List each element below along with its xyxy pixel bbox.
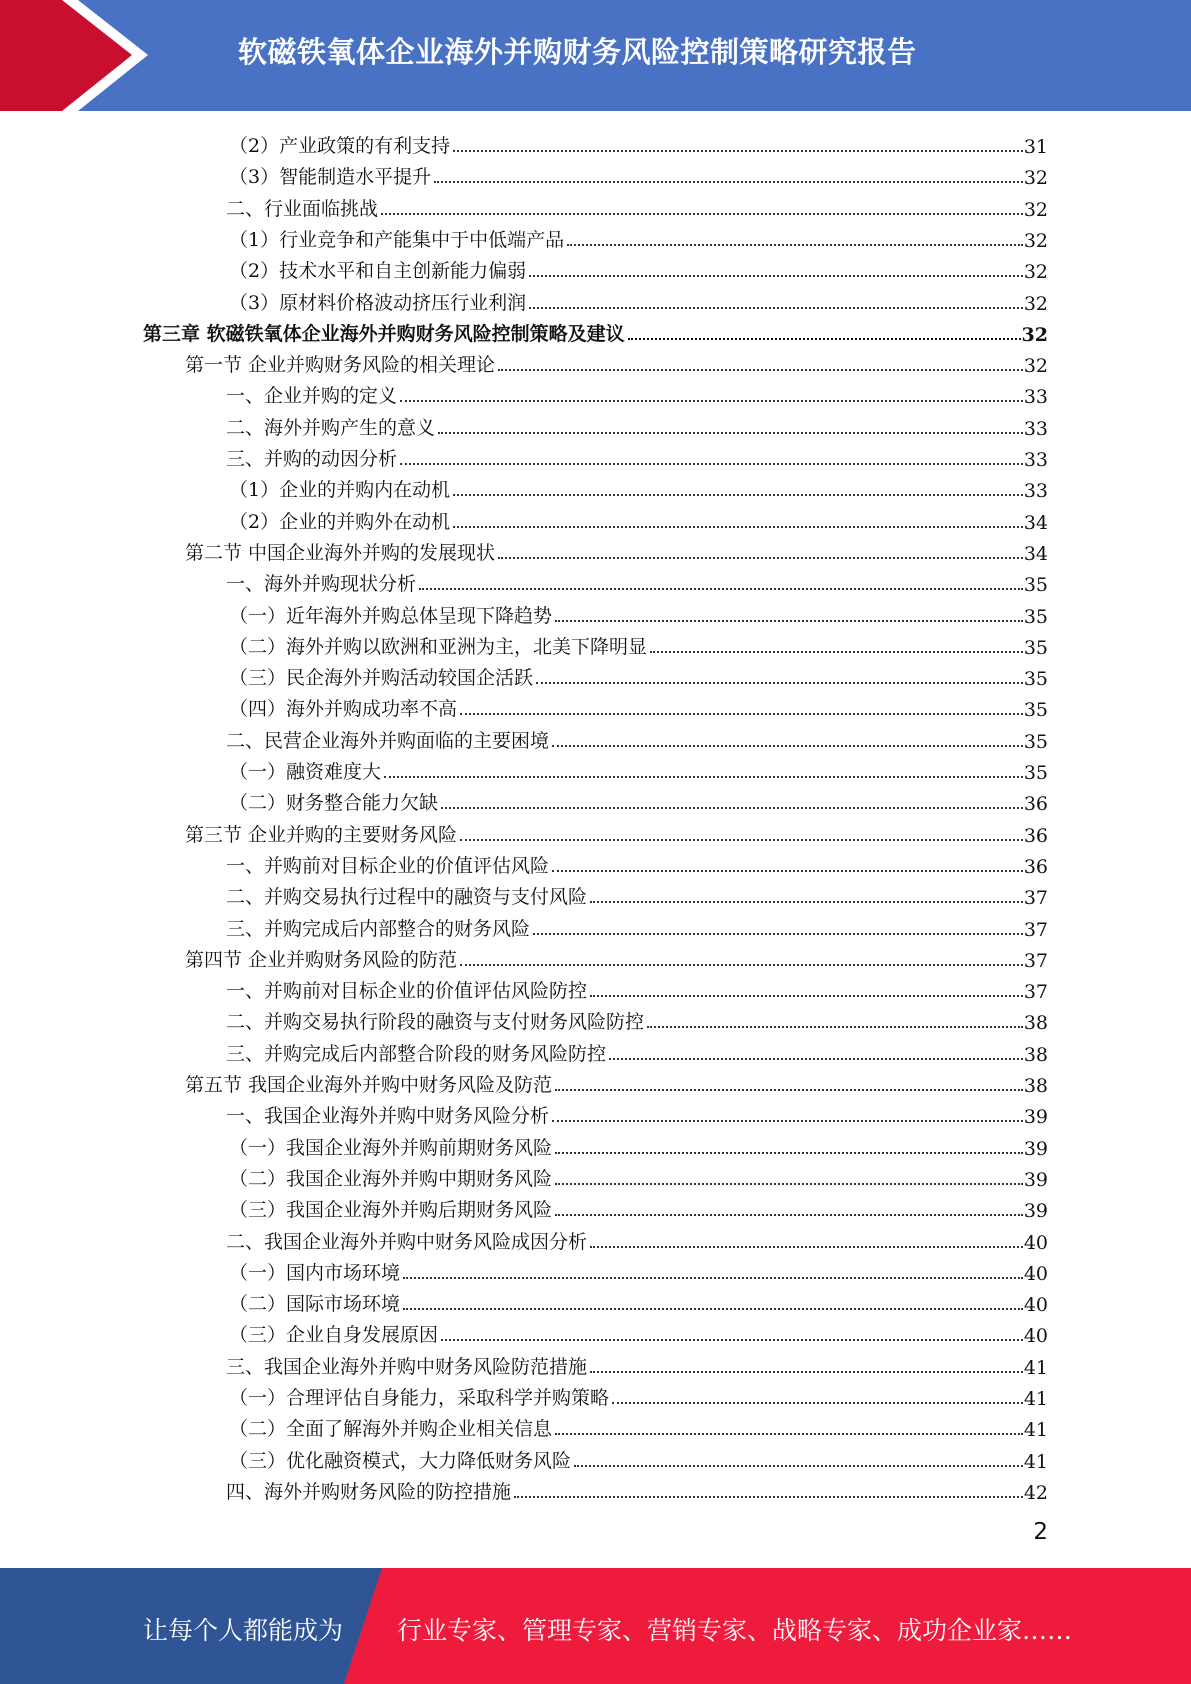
toc-dot-leader [590,995,1023,997]
header-title: 软磁铁氧体企业海外并购财务风险控制策略研究报告 [238,35,917,69]
toc-entry-title: （二）全面了解海外并购企业相关信息 [229,1418,553,1440]
toc-row[interactable] [229,284,1048,315]
toc-page-number: 35 [1023,731,1048,753]
toc-page-number: 36 [1023,793,1048,815]
toc-row[interactable] [229,628,1048,659]
toc-dot-leader [453,150,1023,152]
toc-page-number: 32 [1023,167,1048,189]
toc-chapter-row[interactable] [143,315,1048,346]
toc-row[interactable] [229,1410,1048,1441]
toc-entry-title: 二、我国企业海外并购中财务风险成因分析 [226,1231,588,1253]
toc-dot-leader [590,901,1023,903]
toc-entry-title: （3）智能制造水平提升 [229,166,432,188]
toc-entry-title: 三、我国企业海外并购中财务风险防范措施 [226,1356,588,1378]
toc-entry-title: （三）民企海外并购活动较国企活跃 [229,667,534,689]
toc-dot-leader [612,1402,1023,1404]
toc-row[interactable] [229,1316,1048,1347]
toc-page-number: 41 [1023,1388,1048,1410]
toc-dot-leader [460,964,1023,966]
toc-dot-leader [555,620,1023,622]
toc-entry-title: （1）企业的并购内在动机 [229,479,451,501]
toc-page-number: 41 [1023,1419,1048,1441]
toc-dot-leader [381,213,1023,215]
toc-entry-title: 第三章 软磁铁氧体企业海外并购财务风险控制策略及建议 [143,323,625,345]
toc-dot-leader [498,369,1023,371]
toc-row[interactable] [226,1348,1048,1379]
toc-row[interactable] [229,1129,1048,1160]
toc-page-number: 40 [1023,1232,1048,1254]
toc-row[interactable] [185,534,1048,565]
toc-page-number: 35 [1023,699,1048,721]
toc-row[interactable] [226,722,1048,753]
toc-row[interactable] [229,1160,1048,1191]
toc-entry-title: （二）海外并购以欧洲和亚洲为主，北美下降明显 [229,636,648,658]
toc-page-number: 37 [1023,950,1048,972]
toc-page-number: 36 [1023,856,1048,878]
toc-dot-leader [453,526,1023,528]
toc-row[interactable] [185,346,1048,377]
toc-page-number: 33 [1023,480,1048,502]
toc-entry-title: （2）技术水平和自主创新能力偏弱 [229,260,527,282]
toc-page-number: 31 [1023,136,1048,158]
toc-page-number: 38 [1023,1012,1048,1034]
footer-slogan: 让每个人都能成为 [143,1616,344,1645]
toc-entry-title: 二、并购交易执行过程中的融资与支付风险 [226,886,588,908]
toc-entry-title: （3）原材料价格波动挤压行业利润 [229,292,527,314]
toc-row[interactable] [229,1191,1048,1222]
toc-dot-leader [628,338,1021,340]
toc-entry-title: （一）国内市场环境 [229,1262,401,1284]
toc-page-number: 32 [1023,355,1048,377]
toc-dot-leader [555,1183,1023,1185]
toc-row[interactable] [229,158,1048,189]
toc-dot-leader [555,1089,1023,1091]
page-header [0,0,1191,111]
toc-entry-title: 二、行业面临挑战 [226,198,379,220]
toc-row[interactable] [229,221,1048,252]
toc-dot-leader [403,1277,1023,1279]
toc-entry-title: 一、并购前对目标企业的价值评估风险 [226,855,550,877]
toc-row[interactable] [229,597,1048,628]
toc-row[interactable] [185,1066,1048,1097]
toc-row[interactable] [226,440,1048,471]
toc-row[interactable] [229,503,1048,534]
toc-page-number: 33 [1023,418,1048,440]
toc-row[interactable] [226,1035,1048,1066]
toc-entry-title: （二）财务整合能力欠缺 [229,792,439,814]
toc-page-number: 40 [1023,1263,1048,1285]
toc-entry-title: 三、并购的动因分析 [226,448,398,470]
toc-dot-leader [403,1308,1023,1310]
toc-dot-leader [529,275,1023,277]
toc-row[interactable] [229,1379,1048,1410]
toc-dot-leader [533,933,1023,935]
header-red-arrow [0,0,148,111]
page-footer [0,1568,1191,1684]
toc-dot-leader [555,1152,1023,1154]
toc-row[interactable] [226,409,1048,440]
toc-page-number: 32 [1023,293,1048,315]
toc-dot-leader [384,776,1023,778]
toc-page-number: 38 [1023,1044,1048,1066]
toc-row[interactable] [226,847,1048,878]
toc-entry-title: （一）合理评估自身能力，采取科学并购策略 [229,1387,610,1409]
toc-row[interactable] [185,816,1048,847]
toc-page-number: 35 [1023,574,1048,596]
toc-row[interactable] [229,252,1048,283]
toc-row[interactable] [226,1003,1048,1034]
toc-dot-leader [460,713,1023,715]
toc-dot-leader [441,807,1023,809]
toc-row[interactable] [185,941,1048,972]
toc-entry-title: 一、企业并购的定义 [226,385,398,407]
toc-entry-title: （二）国际市场环境 [229,1293,401,1315]
toc-dot-leader [552,870,1023,872]
toc-dot-leader [609,1058,1023,1060]
toc-page-number: 37 [1023,919,1048,941]
toc-page-number: 32 [1021,324,1048,346]
toc-dot-leader [574,1465,1023,1467]
toc-dot-leader [555,1433,1023,1435]
toc-page-number: 37 [1023,887,1048,909]
toc-page-number: 34 [1023,543,1048,565]
toc-dot-leader [453,494,1023,496]
toc-page-number: 33 [1023,386,1048,408]
toc-entry-title: 三、并购完成后内部整合阶段的财务风险防控 [226,1043,607,1065]
toc-dot-leader [460,839,1023,841]
toc-entry-title: （三）企业自身发展原因 [229,1324,439,1346]
toc-dot-leader [552,745,1023,747]
toc-page-number: 35 [1023,668,1048,690]
toc-dot-leader [438,432,1023,434]
toc-page-number: 41 [1023,1357,1048,1379]
toc-page-number: 35 [1023,762,1048,784]
toc-row[interactable] [226,1473,1048,1504]
toc-row[interactable] [229,753,1048,784]
toc-page-number: 32 [1023,261,1048,283]
toc-row[interactable] [226,377,1048,408]
toc-row[interactable] [229,690,1048,721]
toc-row[interactable] [226,190,1048,221]
page-number: 2 [1033,1519,1048,1545]
toc-dot-leader [441,1339,1023,1341]
toc-entry-title: （2）企业的并购外在动机 [229,511,451,533]
toc-entry-title: 一、并购前对目标企业的价值评估风险防控 [226,980,588,1002]
toc-page-number: 35 [1023,606,1048,628]
toc-entry-title: （一）融资难度大 [229,761,382,783]
toc-dot-leader [555,1214,1023,1216]
toc-entry-title: 第一节 企业并购财务风险的相关理论 [185,354,496,376]
toc-dot-leader [536,682,1023,684]
toc-page-number: 32 [1023,199,1048,221]
toc-page-number: 36 [1023,825,1048,847]
toc-dot-leader [529,307,1023,309]
toc-page-number: 39 [1023,1169,1048,1191]
toc-entry-title: （四）海外并购成功率不高 [229,698,458,720]
toc-entry-title: 第二节 中国企业海外并购的发展现状 [185,542,496,564]
toc-dot-leader [419,588,1023,590]
toc-page-number: 38 [1023,1075,1048,1097]
toc-dot-leader [567,244,1023,246]
toc-page-number: 40 [1023,1294,1048,1316]
toc-row[interactable] [229,1442,1048,1473]
toc-row[interactable] [229,784,1048,815]
toc-dot-leader [650,651,1023,653]
toc-page-number: 41 [1023,1451,1048,1473]
toc-entry-title: 四、海外并购财务风险的防控措施 [226,1481,512,1503]
toc-row[interactable] [226,1097,1048,1128]
toc-entry-title: 三、并购完成后内部整合的财务风险 [226,918,531,940]
footer-roles: 行业专家、管理专家、营销专家、战略专家、成功企业家…… [397,1616,1073,1645]
toc-page-number: 39 [1023,1138,1048,1160]
toc-dot-leader [647,1026,1023,1028]
toc-dot-leader [590,1371,1023,1373]
toc-row[interactable] [229,127,1048,158]
toc-row[interactable] [229,659,1048,690]
toc-row[interactable] [229,1254,1048,1285]
toc-dot-leader [590,1246,1023,1248]
toc-page-number: 39 [1023,1106,1048,1128]
toc-dot-leader [498,557,1023,559]
toc-page-number: 34 [1023,512,1048,534]
toc-row[interactable] [229,471,1048,502]
toc-entry-title: 第三节 企业并购的主要财务风险 [185,824,458,846]
toc-page-number: 32 [1023,230,1048,252]
toc-dot-leader [552,1120,1023,1122]
toc-entry-title: （一）我国企业海外并购前期财务风险 [229,1137,553,1159]
toc-row[interactable] [226,910,1048,941]
toc-row[interactable] [226,878,1048,909]
toc-entry-title: 一、海外并购现状分析 [226,573,417,595]
toc-dot-leader [400,400,1023,402]
toc-page-number: 40 [1023,1325,1048,1347]
toc-entry-title: 二、并购交易执行阶段的融资与支付财务风险防控 [226,1011,645,1033]
toc-entry-title: 第五节 我国企业海外并购中财务风险及防范 [185,1074,553,1096]
toc-entry-title: （2）产业政策的有利支持 [229,135,451,157]
toc-page-number: 39 [1023,1200,1048,1222]
toc-page-number: 42 [1023,1482,1048,1504]
toc-row[interactable] [226,1223,1048,1254]
toc-entry-title: 二、海外并购产生的意义 [226,417,436,439]
toc-row[interactable] [229,1285,1048,1316]
toc-page-number: 33 [1023,449,1048,471]
toc-row[interactable] [226,565,1048,596]
toc-entry-title: （三）我国企业海外并购后期财务风险 [229,1199,553,1221]
toc-dot-leader [434,181,1023,183]
toc-entry-title: 第四节 企业并购财务风险的防范 [185,949,458,971]
toc-entry-title: 二、民营企业海外并购面临的主要困境 [226,730,550,752]
toc-entry-title: 一、我国企业海外并购中财务风险分析 [226,1105,550,1127]
toc-page-number: 37 [1023,981,1048,1003]
toc-dot-leader [400,463,1023,465]
toc-row[interactable] [226,972,1048,1003]
toc-entry-title: （二）我国企业海外并购中期财务风险 [229,1168,553,1190]
toc-dot-leader [514,1496,1023,1498]
toc-entry-title: （一）近年海外并购总体呈现下降趋势 [229,605,553,627]
toc-page-number: 35 [1023,637,1048,659]
toc-entry-title: （1）行业竞争和产能集中于中低端产品 [229,229,565,251]
toc-entry-title: （三）优化融资模式，大力降低财务风险 [229,1450,572,1472]
